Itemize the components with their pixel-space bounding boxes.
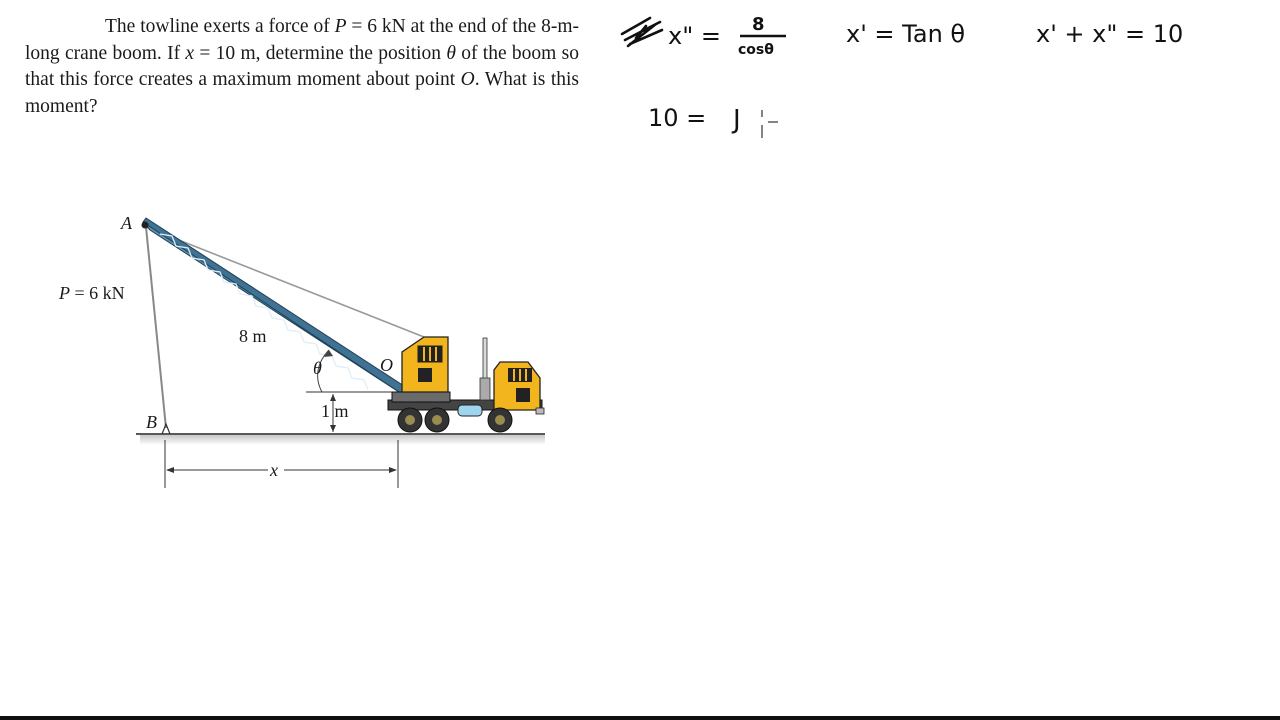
crane-cab: [402, 337, 448, 392]
label-boom-length: 8 m: [239, 326, 267, 346]
handwritten-notes: [622, 14, 1183, 138]
anchor-b: [162, 424, 170, 434]
crane-diagram: [58, 213, 545, 488]
fuel-tank: [458, 405, 482, 416]
crane-truck: [388, 337, 544, 432]
bottom-border: [0, 716, 1280, 720]
eq1-denominator: cosθ: [738, 42, 774, 58]
label-angle: θ: [313, 358, 322, 378]
boom: [142, 218, 405, 394]
label-point-o: O: [380, 355, 393, 375]
eq2: x' = Tan θ: [846, 20, 966, 48]
problem-statement: The towline exerts a force of P = 6 kN at the end of the 8-m-long crane boom. If x = 10 m, determine the position θ of the boom so that this force creates a maximum moment about point O. What is this moment?: [25, 16, 579, 117]
eq1-lhs: x" =: [668, 22, 721, 50]
label-force: P = 6 kN: [59, 283, 125, 303]
eq4: 10 =: [648, 104, 707, 132]
boom-cable: [146, 227, 424, 337]
scribble: [622, 18, 662, 46]
eq4-partial: J: [733, 105, 741, 135]
towline: [146, 227, 166, 428]
eq3: x' + x" = 10: [1036, 20, 1184, 48]
pin-a: [142, 222, 149, 229]
ground-shade: [140, 435, 545, 445]
eq1-numerator: 8: [752, 14, 765, 35]
label-point-a: A: [121, 213, 132, 233]
label-point-b: B: [146, 412, 157, 432]
pen-cursor: [762, 110, 778, 138]
label-distance: x: [270, 460, 278, 480]
label-height: 1 m: [321, 401, 349, 421]
